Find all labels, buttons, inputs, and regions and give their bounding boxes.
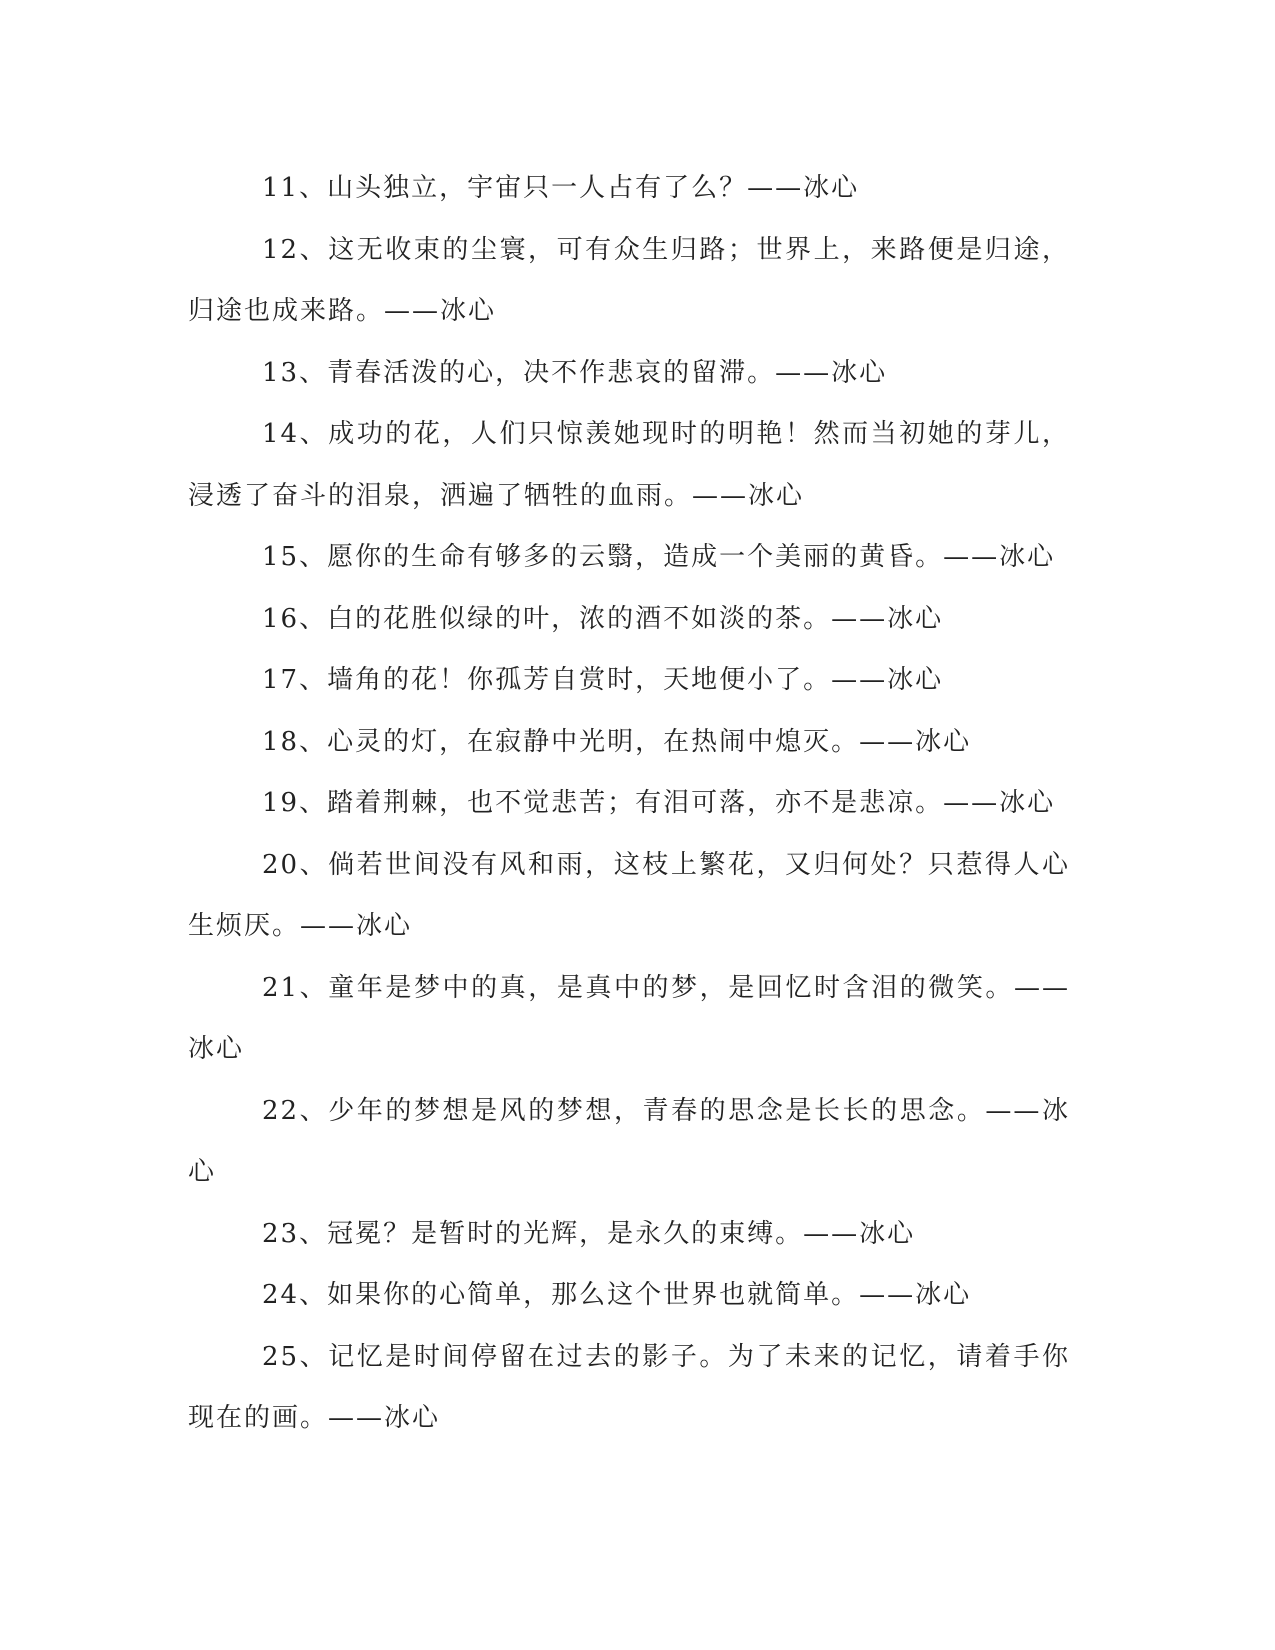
quote-paragraph: 24、如果你的心简单，那么这个世界也就简单。——冰心 xyxy=(262,1280,972,1310)
quote-paragraph: 16、白的花胜似绿的叶，浓的酒不如淡的茶。——冰心 xyxy=(262,603,944,634)
quote-paragraph: 22、少年的梦想是风的梦想，青春的思念是长长的思念。——冰心 xyxy=(188,1095,1070,1187)
quote-paragraph: 23、冠冕？是暂时的光辉，是永久的束缚。——冰心 xyxy=(262,1218,916,1249)
quote-paragraph: 17、墙角的花！你孤芳自赏时，天地便小了。——冰心 xyxy=(262,665,944,695)
quote-paragraph: 12、这无收束的尘寰，可有众生归路；世界上，来路便是归途，归途也成来路。——冰心 xyxy=(188,234,1070,326)
quote-paragraph: 25、记忆是时间停留在过去的影子。为了未来的记忆，请着手你现在的画。——冰心 xyxy=(188,1341,1070,1433)
quote-list xyxy=(188,158,1070,1450)
quote-paragraph: 18、心灵的灯，在寂静中光明，在热闹中熄灭。——冰心 xyxy=(262,726,972,757)
quote-paragraph: 15、愿你的生命有够多的云翳，造成一个美丽的黄昏。——冰心 xyxy=(262,542,1056,572)
quote-paragraph: 21、童年是梦中的真，是真中的梦，是回忆时含泪的微笑。——冰心 xyxy=(188,972,1070,1064)
quote-paragraph: 20、倘若世间没有风和雨，这枝上繁花，又归何处？只惹得人心生烦厌。——冰心 xyxy=(188,849,1070,941)
quote-paragraph: 14、成功的花，人们只惊羡她现时的明艳！然而当初她的芽儿，浸透了奋斗的泪泉，洒遍了牺牲的血雨。——冰心 xyxy=(188,419,1070,511)
quote-paragraph: 11、山头独立，宇宙只一人占有了么？——冰心 xyxy=(262,173,860,203)
quote-paragraph: 19、踏着荆棘，也不觉悲苦；有泪可落，亦不是悲凉。——冰心 xyxy=(262,788,1056,818)
quote-paragraph: 13、青春活泼的心，决不作悲哀的留滞。——冰心 xyxy=(262,357,888,388)
